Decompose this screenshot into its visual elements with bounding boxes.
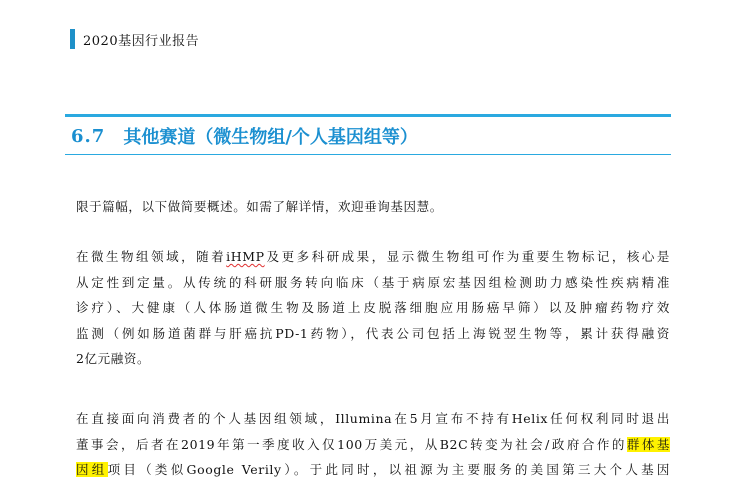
text-run: 董事会，后者在2019年第一季度收入仅100万美元，从B2C转变为社会/政府合作的: [76, 436, 627, 452]
section-rule-top: [65, 114, 671, 117]
paragraph-line: 监测（例如肠道菌群与肝癌抗PD-1药物），代表公司包括上海锐翌生物等，累计获得融资: [76, 325, 670, 341]
paragraph-line: 在直接面向消费者的个人基因组领域，Illumina在5月宣布不持有Helix任何权利同时退出: [76, 411, 670, 426]
highlighted-term: 群体基: [626, 436, 670, 452]
paragraph-microbiome: [76, 244, 670, 372]
paragraph-line: [76, 432, 670, 458]
paragraph-line: 从定性到定量。从传统的科研服务转向临床（基于病原宏基因组检测助力感染性疾病精准: [76, 274, 670, 290]
highlighted-term: 因组: [76, 462, 108, 477]
section-heading: [71, 122, 418, 150]
paragraph-line: 限于篇幅，以下做简要概述。如需了解详情，欢迎垂询基因慧。: [76, 199, 443, 214]
section-title: 其他赛道（微生物组/个人基因组等）: [123, 127, 418, 148]
paragraph-line: 2亿元融资。: [76, 351, 151, 366]
paragraph-intro: [76, 194, 670, 220]
report-title: 2020基因行业报告: [83, 33, 200, 49]
paragraph-personal-genome: [76, 406, 670, 483]
header-accent-bar: [70, 29, 75, 49]
paragraph-line: 诊疗）、大健康（人体肠道微生物及肠道上皮脱落细胞应用肠癌早筛）以及肿瘤药物疗效: [76, 300, 670, 315]
paragraph-line: [76, 244, 670, 270]
section-rule-bottom: [65, 154, 671, 155]
text-run: 项目（类似Google Verily）。于此同时，以祖源为主要服务的美国第三大个人基因: [107, 462, 670, 477]
paragraph-line: [76, 457, 670, 483]
spellcheck-flagged-term: iHMP: [226, 249, 265, 264]
page-header: [70, 28, 199, 50]
text-run: 在微生物组领域，随着: [76, 249, 227, 264]
text-run: 及更多科研成果，显示微生物组可作为重要生物标记，核心是: [264, 249, 670, 264]
section-number: 6.7: [71, 125, 106, 147]
